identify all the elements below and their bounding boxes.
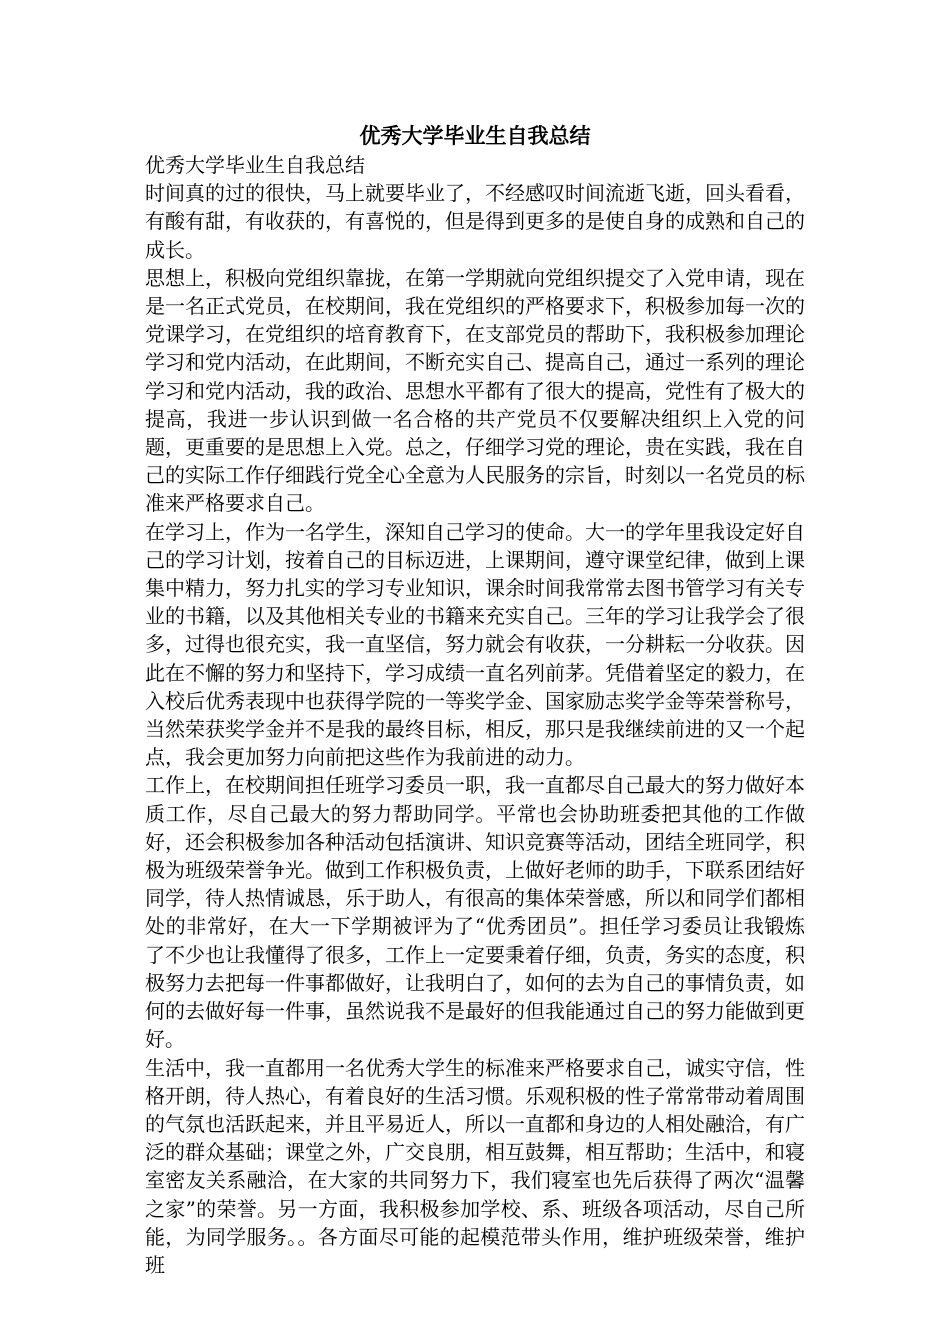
intro-paragraph: 时间真的过的很快，马上就要毕业了，不经感叹时间流逝飞逝，回头看看，有酸有甜，有收获的，有喜悦的，但是得到更多的是使自身的成熟和自己的成长。 [145, 181, 805, 262]
study-paragraph: 在学习上，作为一名学生，深知自己学习的使命。大一的学年里我设定好自己的学习计划，按着自己的目标迈进，上课期间，遵守课堂纪律，做到上课集中精力，努力扎实的学习专业知识，课余时间我常常去图书管学习有关专业的书籍，以及其他相关专业的书籍来充实自己。三年的学习让我学会了很多，过得也很充实，我一直坚信，努力就会有收获，一分耕耘一分收获。因此在不懈的努力和坚持下，学习成绩一直名列前茅。凭借着坚定的毅力，在入校后优秀表现中也获得学院的一等奖学金、国家励志奖学金等荣誉称号，当然荣获奖学金并不是我的最终目标，相反，那只是我继续前进的又一个起点，我会更加努力向前把这些作为我前进的动力。 [145, 519, 805, 770]
document-title: 优秀大学毕业生自我总结 [359, 124, 591, 148]
ideology-paragraph: 思想上，积极向党组织靠拢，在第一学期就向党组织提交了入党申请，现在是一名正式党员，在校期间，我在党组织的严格要求下，积极参加每一次的党课学习，在党组织的培育教育下，在支部党员的帮助下，我积极参加理论学习和党内活动，在此期间，不断充实自己、提高自己，通过一系列的理论学习和党内活动，我的政治、思想水平都有了很大的提高，党性有了极大的提高，我进一步认识到做一名合格的共产党员不仅要解决组织上入党的问题，更重要的是思想上入党。总之，仔细学习党的理论，贵在实践，我在自己的实际工作仔细践行党全心全意为人民服务的宗旨，时刻以一名党员的标准来严格要求自己。 [145, 265, 805, 516]
work-paragraph: 工作上，在校期间担任班学习委员一职，我一直都尽自己最大的努力做好本质工作，尽自己最大的努力帮助同学。平常也会协助班委把其他的工作做好，还会积极参加各种活动包括演讲、知识竞赛等活动，团结全班同学，积极为班级荣誉争光。做到工作积极负责，上做好老师的助手，下联系团结好同学，待人热情诚恳，乐于助人，有很高的集体荣誉感，所以和同学们都相处的非常好，在大一下学期被评为了“优秀团员”。担任学习委员让我锻炼了不少也让我懂得了很多，工作上一定要秉着仔细，负责，务实的态度，积极努力去把每一件事都做好，让我明白了，如何的去为自己的事情负责，如何的去做好每一件事，虽然说我不是最好的但我能通过自己的努力能做到更好。 [145, 773, 805, 1052]
document-body [145, 151, 805, 1279]
life-paragraph: 生活中，我一直都用一名优秀大学生的标准来严格要求自己，诚实守信，性格开朗，待人热心，有着良好的生活习惯。乐观积极的性子常常带动着周围的气氛也活跃起来，并且平易近人，所以一直都和身边的人相处融洽，有广泛的群众基础；课堂之外，广交良朋，相互鼓舞，相互帮助；生活中，和寝室密友关系融洽，在大家的共同努力下，我们寝室也先后获得了两次“温馨之家”的荣誉。另一方面，我积极参加学校、系、班级各项活动，尽自己所能，为同学服务。。各方面尽可能的起模范带头作用，维护班级荣誉，维护班 [145, 1055, 805, 1277]
subtitle-paragraph: 优秀大学毕业生自我总结 [145, 153, 365, 177]
